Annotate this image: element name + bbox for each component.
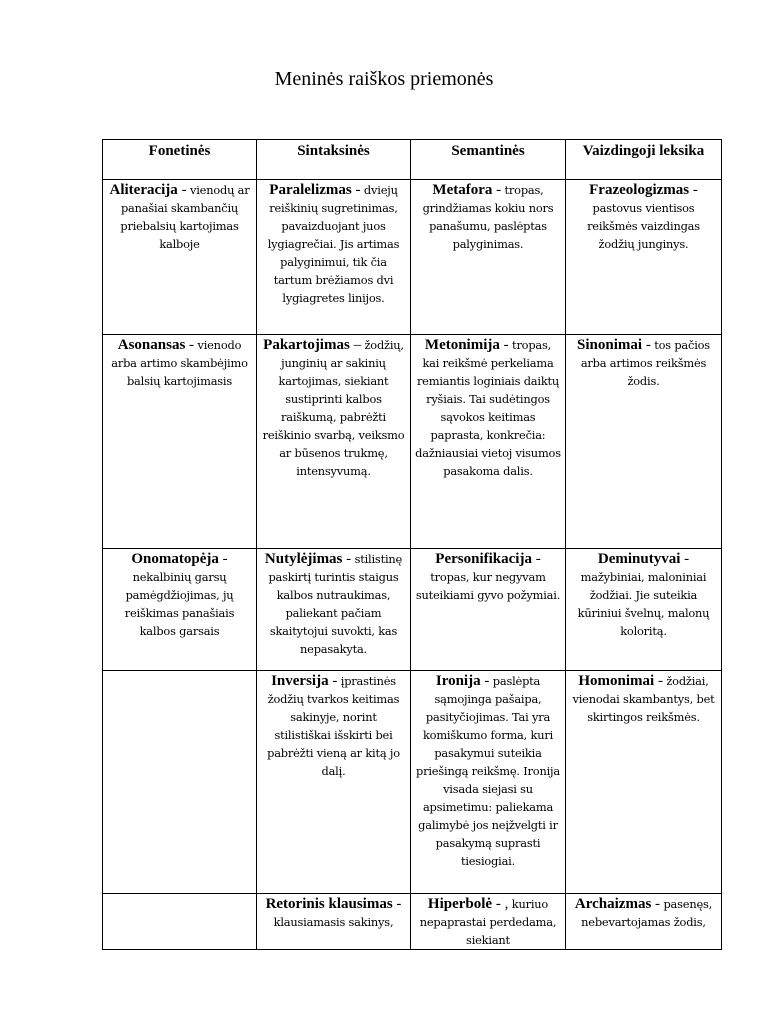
term-entry (107, 181, 252, 253)
term-definition: pasenęs, nebevartojamas žodis, (581, 897, 713, 929)
term-separator: - , (492, 896, 509, 912)
term-separator: - (351, 182, 361, 198)
table-cell (103, 180, 257, 335)
term-name: Onomatopėja (131, 551, 219, 567)
term-name: Personifikacija (435, 551, 532, 567)
table-cell (411, 671, 566, 894)
term-definition: žodžiai, vienodai skambantys, bet skirtingos reikšmės. (572, 674, 715, 724)
term-entry (107, 336, 252, 390)
term-definition: tropas, grindžiamas kokiu nors panašumu, paslėptas palyginimas. (422, 183, 554, 251)
term-separator: - (531, 551, 541, 567)
term-definition: įprastinės žodžių tvarkos keitimas sakinyje, norint stilistiškai išskirti bei pabrėžti vieną ar kitą jo dalį. (267, 674, 400, 778)
term-entry (415, 336, 561, 480)
term-entry (415, 672, 561, 870)
term-entry (415, 181, 561, 253)
term-name: Nutylėjimas (264, 551, 343, 567)
term-definition: tos pačios arba artimos reikšmės žodis. (580, 338, 710, 388)
table-cell (257, 180, 411, 335)
term-name: Retorinis klausimas (265, 896, 393, 912)
table-cell (103, 549, 257, 671)
table-row (103, 671, 722, 894)
term-name: Metonimija (424, 337, 500, 353)
term-separator: - (480, 673, 490, 689)
term-name: Hiperbolė (427, 896, 493, 912)
term-separator: - (651, 896, 661, 912)
term-separator: - (177, 182, 187, 198)
term-name: Archaizmas (574, 896, 652, 912)
term-entry (570, 672, 717, 726)
table-cell (566, 549, 722, 671)
term-entry (570, 336, 717, 390)
table-cell (257, 335, 411, 549)
table-row (103, 335, 722, 549)
term-separator: - (642, 337, 651, 353)
table-cell (566, 671, 722, 894)
term-name: Aliteracija (109, 182, 178, 198)
term-entry (415, 550, 561, 604)
term-name: Frazeologizmas (589, 182, 690, 198)
term-separator: - (654, 673, 663, 689)
table-cell (103, 671, 257, 894)
term-definition: stilistinę paskirtį turintis staigus kalbos nutraukimas, paliekant pačiam skaitytojui suvokti, kas nepasakyta. (268, 552, 403, 656)
term-definition: paslėpta sąmojinga pašaipa, pasityčiojimas. Tai yra komiškumo forma, kuri pasakymui suteikia priešingą reikšmę. Ironija visada siejasi su apsimetimu: paliekama galimybė jos neįžvelgti ir pasakymą suprasti tiesiogiai. (416, 674, 560, 868)
table-cell (103, 335, 257, 549)
term-separator: - (185, 337, 195, 353)
term-name: Paralelizmas (269, 182, 352, 198)
term-entry (570, 550, 717, 640)
table-cell (566, 894, 722, 950)
term-name: Sinonimai (577, 337, 643, 353)
table-cell (566, 335, 722, 549)
term-name: Homonimai (578, 673, 655, 689)
term-entry (261, 550, 406, 658)
term-separator: - (499, 337, 509, 353)
table-cell (103, 894, 257, 950)
term-entry (107, 550, 252, 640)
term-separator: - (689, 182, 698, 198)
term-separator: - (492, 182, 502, 198)
term-entry (261, 181, 406, 307)
term-name: Ironija (435, 673, 481, 689)
term-definition: mažybiniai, maloniniai žodžiai. Jie suteikia kūriniui švelnų, malonų koloritą. (577, 570, 710, 638)
term-definition: tropas, kur negyvam suteikiami gyvo požymiai. (415, 570, 561, 602)
term-entry (261, 672, 406, 780)
term-separator: - (328, 673, 338, 689)
term-definition: tropas, kai reikšmė perkeliama remiantis loginiais daiktų ryšiais. Tai sudėtingos sąvokos keitimas paprasta, konkrečia: dažniausiai vietoj visumos pasakoma dalis. (415, 338, 561, 478)
term-entry (261, 895, 406, 931)
table-header-row (103, 140, 722, 180)
table-cell (411, 549, 566, 671)
term-name: Inversija (271, 673, 329, 689)
column-header-vaizdingoji-leksika: Vaizdingoji leksika (566, 140, 722, 180)
term-separator: - (392, 896, 402, 912)
table-row (103, 180, 722, 335)
table-row (103, 894, 722, 950)
term-name: Pakartojimas (263, 337, 350, 353)
term-entry (415, 895, 561, 949)
page-title: Meninės raiškos priemonės (274, 68, 494, 90)
terms-table (102, 139, 722, 950)
term-definition: klausiamasis sakinys, (273, 915, 394, 929)
term-separator: - (218, 551, 228, 567)
table-cell (411, 180, 566, 335)
table-cell (257, 549, 411, 671)
term-name: Asonansas (117, 337, 186, 353)
table-cell (411, 335, 566, 549)
term-definition: žodžių, junginių ar sakinių kartojimas, siekiant sustiprinti kalbos raiškumą, pabrėžti reiškinio svarbą, veiksmo ar būsenos trukmę, intensyvumą. (262, 338, 405, 478)
term-entry (570, 181, 717, 253)
term-name: Deminutyvai (597, 551, 681, 567)
table-cell (257, 671, 411, 894)
term-definition: nekalbinių garsų pamėgdžiojimas, jų reiškimas panašiais kalbos garsais (124, 570, 235, 638)
term-definition: pastovus vientisos reikšmės vaizdingas žodžių junginys. (587, 201, 700, 251)
term-separator: – (349, 337, 362, 353)
table-cell (257, 894, 411, 950)
term-separator: - (680, 551, 690, 567)
term-entry (570, 895, 717, 931)
term-definition: vienodų ar panašiai skambančių priebalsių kartojimas kalboje (120, 183, 250, 251)
term-entry (261, 336, 406, 480)
table-row (103, 549, 722, 671)
column-header-sintaksines: Sintaksinės (257, 140, 411, 180)
term-definition: vienodo arba artimo skambėjimo balsių kartojimasis (111, 338, 248, 388)
term-name: Metafora (432, 182, 493, 198)
term-definition: dviejų reiškinių sugretinimas, pavaizduojant juos lygiagrečiai. Jis artimas palyginimui, tik čia tartum brėžiamos dvi lygiagretes linijos. (267, 183, 400, 305)
column-header-fonetines: Fonetinės (103, 140, 257, 180)
column-header-semantines: Semantinės (411, 140, 566, 180)
term-separator: - (342, 551, 352, 567)
table-cell (411, 894, 566, 950)
table-cell (566, 180, 722, 335)
term-definition: kuriuo nepaprastai perdedama, siekiant (419, 897, 557, 947)
